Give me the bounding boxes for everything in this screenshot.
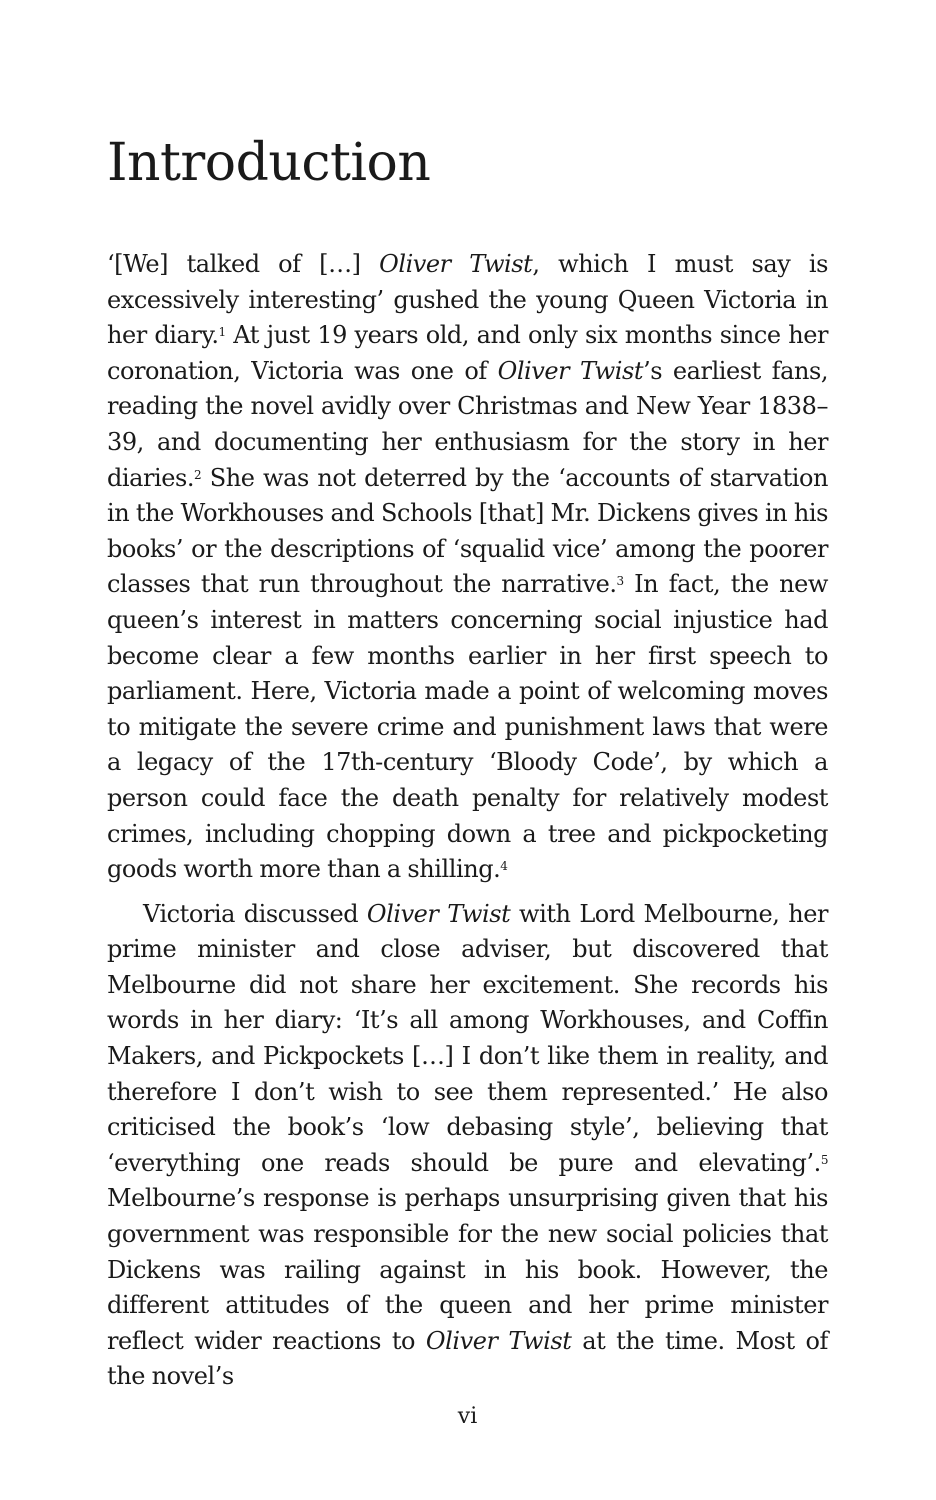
paragraph-2	[107, 897, 828, 1395]
text-run: She was not deterred by the ‘accounts of starvation in the Workhouses and Schools [that] Mr. Dickens gives in his books’ or the descriptions of ‘squalid vice’ among the poorer classes that run throughout the narrative.	[107, 463, 828, 599]
text-run: Melbourne’s response is perhaps unsurprising given that his government was responsible for the new social policies that Dickens was railing against in his book. However, the different attitudes of the queen and her prime minister reflect wider reactions to	[107, 1184, 828, 1355]
text-run: with Lord Melbourne, her prime minister and close adviser, but discovered that Melbourne did not share her excitement. She records his words in her diary: ‘It’s all among Workhouses, and Coffin Makers, and Pickpockets […] I don’t like them in reality, and therefore I don’t wish to see them represented.’ He also criticised the book’s ‘low debasing style’, believing that ‘everything one reads should be pure and elevating’.	[107, 899, 828, 1177]
book-page	[107, 0, 828, 1500]
text-run: at the time. Most of the novel’s	[107, 1326, 828, 1391]
page-number: vi	[457, 1404, 478, 1429]
footnote-marker: 3	[616, 574, 624, 589]
footnote-marker: 5	[820, 1152, 828, 1167]
book-title-italic: Oliver Twist	[425, 1326, 572, 1355]
book-title-italic: Oliver Twist	[366, 899, 511, 928]
text-run: In fact, the new queen’s interest in matters concerning social injustice had become clear a few months earlier in her first speech to parliament. Here, Victoria made a point of welcoming moves to mitigate the severe crime and punishment laws that were a legacy of the 17th-century ‘Bloody Code’, by which a person could face the death penalty for relatively modest crimes, including chopping down a tree and pickpocketing goods worth more than a shilling.	[107, 570, 829, 884]
body-text	[107, 247, 828, 1395]
text-run: Victoria discussed	[143, 899, 367, 928]
book-title-italic: Oliver Twist	[497, 356, 644, 385]
paragraph-1	[107, 247, 828, 888]
chapter-title: Introduction	[107, 133, 431, 193]
book-title-italic: Oliver Twist	[379, 250, 533, 278]
text-run: At just 19 years old, and only six months since her coronation, Victoria was one of	[107, 321, 828, 385]
footnote-marker: 2	[194, 467, 202, 482]
footnote-marker: 4	[500, 859, 508, 874]
text-run: ’s earliest fans, reading the novel avidly over Christmas and New Year 1838–39, and documenting her enthusiasm for the story in her diaries.	[107, 356, 828, 492]
text-run: , which I must say is excessively interesting’ gushed the young Queen Victoria in her diary.	[107, 250, 828, 350]
footnote-marker: 1	[218, 325, 226, 340]
text-run: ‘[We] talked of […]	[107, 250, 380, 278]
